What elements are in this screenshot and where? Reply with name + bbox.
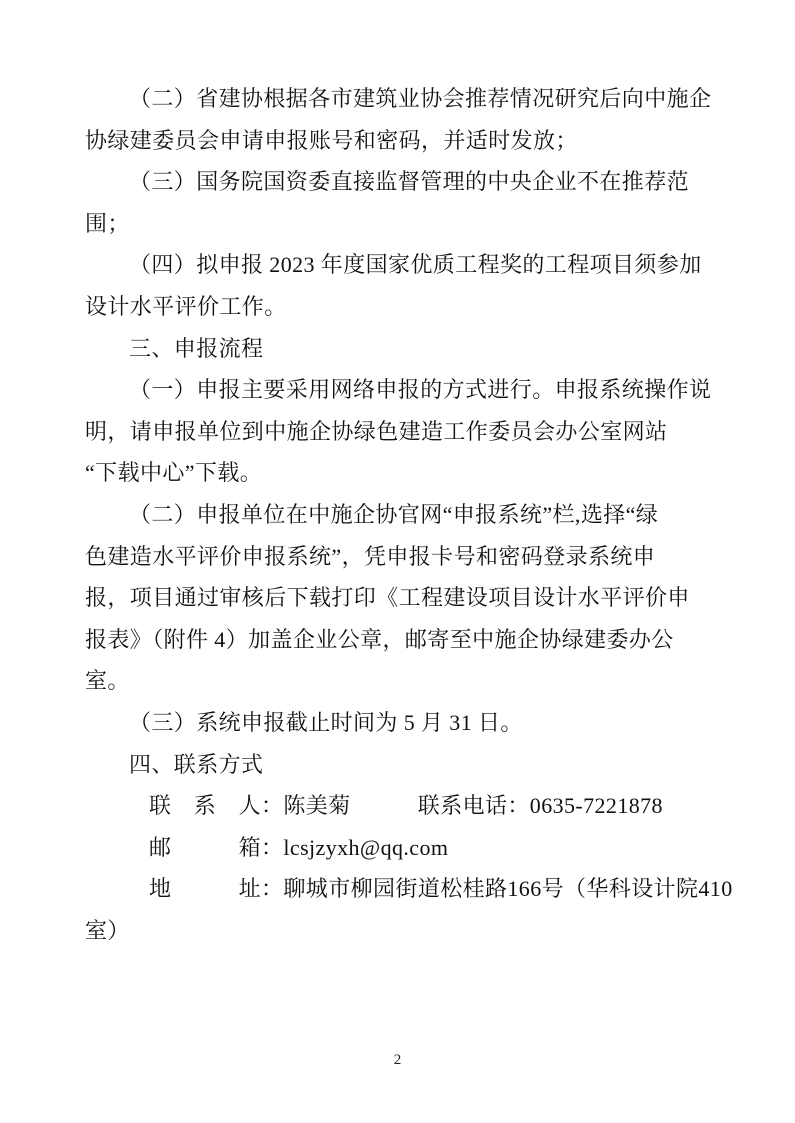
page-number: 2	[393, 1052, 402, 1068]
text-line: 色建造水平评价申报系统”，凭申报卡号和密码登录系统申	[85, 543, 656, 569]
text-line: （二）省建协根据各市建筑业协会推荐情况研究后向中施企	[129, 86, 712, 111]
text-line: 报，项目通过审核后下载打印《工程建设项目设计水平评价申	[85, 585, 690, 611]
text-line: 三、申报流程	[129, 335, 264, 361]
text-line: （二）申报单位在中施企协官网“申报系统”栏,选择“绿	[129, 501, 659, 527]
text-line: （一）申报主要采用网络申报的方式进行。申报系统操作说	[129, 377, 712, 403]
text-line: 设计水平评价工作。	[85, 293, 287, 319]
text-line: 四、联系方式	[129, 751, 264, 777]
document-body	[85, 78, 757, 951]
text-line: （三）系统申报截止时间为 5 月 31 日。	[129, 709, 523, 735]
text-line: 协绿建委员会申请申报账号和密码，并适时发放；	[85, 127, 578, 153]
text-line: 明，请申报单位到中施企协绿色建造工作委员会办公室网站	[85, 418, 668, 444]
text-line: 地 址：聊城市柳园街道松桂路166号（华科设计院410	[149, 876, 733, 902]
text-line: 邮 箱：lcsjzyxh@qq.com	[149, 834, 449, 860]
text-line: 围；	[85, 210, 130, 236]
text-line: （三）国务院国资委直接监督管理的中央企业不在推荐范	[129, 169, 690, 195]
text-line: 报表》（附件 4）加盖企业公章，邮寄至中施企协绿建委办公	[85, 626, 674, 652]
text-line: 联 系 人：陈美菊 联系电话：0635-7221878	[149, 793, 663, 819]
text-line: 室）	[85, 917, 130, 943]
text-line: 室。	[85, 668, 130, 694]
text-line: （四）拟申报 2023 年度国家优质工程奖的工程项目须参加	[129, 252, 702, 278]
text-line: “下载中心”下载。	[85, 460, 263, 486]
